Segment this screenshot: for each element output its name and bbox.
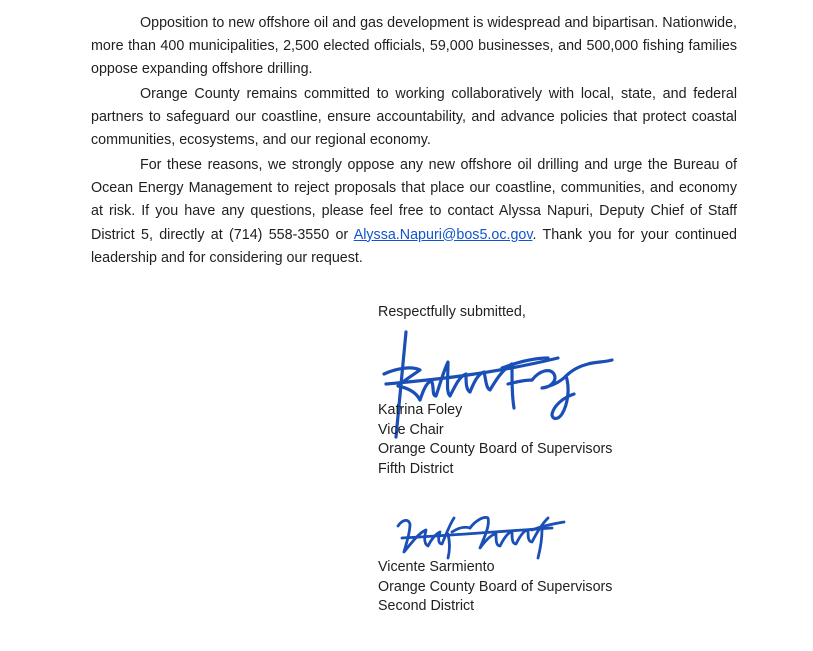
signatory-1 [378,401,612,479]
paragraph-commitment: Orange County remains committed to working collaboratively with local, state, and federal partners to safeguard our coastline, ensure accountability, and advance policies that protect coastal communities, ecosystems, and our regional economy. [91,86,737,149]
signatory-2-organization: Orange County Board of Supervisors [378,578,613,595]
signatory-2 [378,558,612,617]
signatory-2-district: Second District [378,598,475,614]
signatory-1-district: Fifth District [378,460,454,477]
paragraph-request [91,154,737,270]
signatory-2-name: Vicente Sarmiento [378,559,495,575]
closing-line: Respectfully submitted, [378,304,526,320]
signatory-1-name: Katrina Foley [378,402,463,418]
paragraph-opposition: Opposition to new offshore oil and gas development is widespread and bipartisan. Nationwide, more than 400 municipalities, 2,500 elected officials, 59,000 businesses, and 500,000 fishing families oppose expanding offshore drilling. [91,15,737,78]
email-link[interactable]: Alyssa.Napuri@bos5.oc.gov [353,226,533,243]
signatory-1-title: Vice Chair [378,421,444,438]
signatory-1-organization: Orange County Board of Supervisors [378,441,613,457]
request-text-before: For these reasons, we strongly oppose any new offshore oil drilling and urge the Bureau of Ocean Energy Management to reject proposals that place our coastline, communities, and economy at risk. If you have any questions, please feel free to contact Alyssa Napuri, Deputy Chief of Staff District 5, directly at (714) 558-3550 or [91,157,737,243]
request-text-after: . Thank you for your continued leadership and for considering our request. [91,226,737,266]
